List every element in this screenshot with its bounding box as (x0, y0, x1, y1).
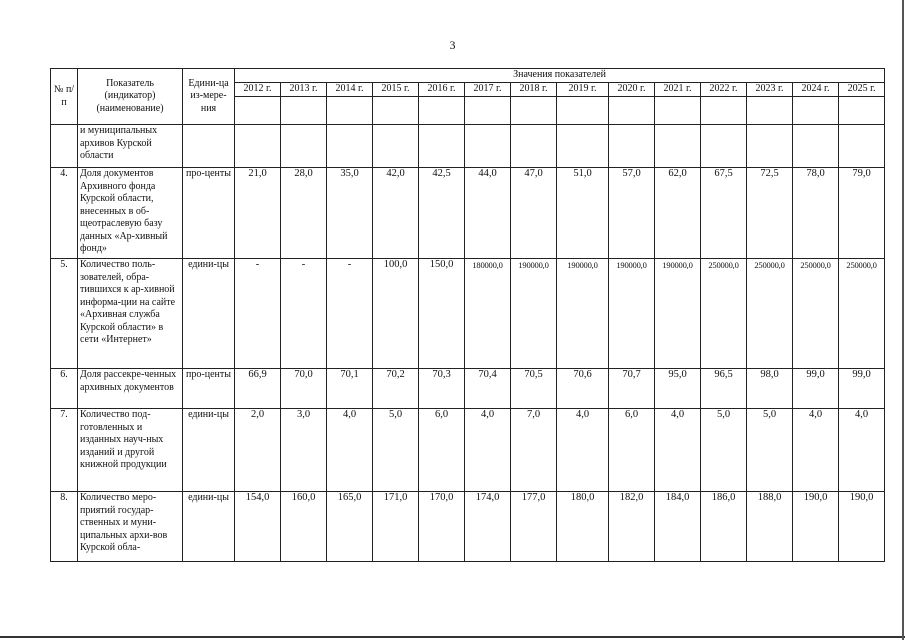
value-cell (281, 125, 327, 168)
value-cell: 99,0 (793, 369, 839, 409)
value-cell: 67,5 (701, 168, 747, 259)
value-cell: 51,0 (557, 168, 609, 259)
value-cell: 5,0 (701, 409, 747, 492)
value-cell: 160,0 (281, 492, 327, 562)
table-row (51, 369, 885, 409)
indicator-name: Количество под-готовленных и изданных науч-ных изданий и другой книжной продукции (78, 409, 183, 492)
value-cell: 42,0 (373, 168, 419, 259)
unit-cell: про-центы (183, 369, 235, 409)
indicator-name: Количество меро-приятий государ-ственных и муни-ципальных архи-вов Курской обла- (78, 492, 183, 562)
value-cell: 250000,0 (747, 259, 793, 369)
year-header: 2024 г. (793, 83, 839, 97)
value-cell (235, 125, 281, 168)
header-unit: Едини-ца из-мере-ния (183, 69, 235, 125)
value-cell: 180,0 (557, 492, 609, 562)
row-number: 7. (51, 409, 78, 492)
value-cell: 188,0 (747, 492, 793, 562)
value-cell: - (235, 259, 281, 369)
value-cell: 180000,0 (465, 259, 511, 369)
row-number: 5. (51, 259, 78, 369)
value-cell: 186,0 (701, 492, 747, 562)
value-cell: 2,0 (235, 409, 281, 492)
value-cell: 250000,0 (701, 259, 747, 369)
table-row (51, 492, 885, 562)
value-cell: 70,3 (419, 369, 465, 409)
row-number (51, 125, 78, 168)
value-cell: 70,5 (511, 369, 557, 409)
value-cell: 72,5 (747, 168, 793, 259)
header-values: Значения показателей (235, 69, 885, 83)
value-cell: 100,0 (373, 259, 419, 369)
value-cell: 182,0 (609, 492, 655, 562)
year-header: 2025 г. (839, 83, 885, 97)
value-cell: 5,0 (373, 409, 419, 492)
indicator-name: Количество поль-зователей, обра-тившихся к ар-хивной информа-ции на сайте «Архивная служба Курской области» в сети «Интернет» (78, 259, 183, 369)
value-cell: 42,5 (419, 168, 465, 259)
unit-cell: едини-цы (183, 409, 235, 492)
value-cell: 190,0 (793, 492, 839, 562)
row-number: 4. (51, 168, 78, 259)
value-cell: 174,0 (465, 492, 511, 562)
value-cell (701, 125, 747, 168)
value-cell: 190000,0 (655, 259, 701, 369)
value-cell: 4,0 (557, 409, 609, 492)
value-cell: 250000,0 (839, 259, 885, 369)
value-cell: 78,0 (793, 168, 839, 259)
value-cell: 6,0 (609, 409, 655, 492)
unit-cell: едини-цы (183, 259, 235, 369)
value-cell: 79,0 (839, 168, 885, 259)
indicators-table (50, 68, 885, 562)
indicator-name: Доля документов Архивного фонда Курской области, внесенных в об-щеотраслевую базу данных «Ар-хивный фонд» (78, 168, 183, 259)
table-row (51, 168, 885, 259)
unit-cell: едини-цы (183, 492, 235, 562)
year-header: 2020 г. (609, 83, 655, 97)
table-row (51, 125, 885, 168)
page-number: 3 (449, 38, 456, 52)
value-cell: 70,7 (609, 369, 655, 409)
value-cell (609, 125, 655, 168)
value-cell: 3,0 (281, 409, 327, 492)
value-cell: 6,0 (419, 409, 465, 492)
value-cell: 165,0 (327, 492, 373, 562)
year-header: 2017 г. (465, 83, 511, 97)
unit-cell (183, 125, 235, 168)
year-header: 2013 г. (281, 83, 327, 97)
year-header: 2023 г. (747, 83, 793, 97)
value-cell: 70,0 (281, 369, 327, 409)
value-cell (793, 125, 839, 168)
year-header: 2015 г. (373, 83, 419, 97)
value-cell: 4,0 (839, 409, 885, 492)
value-cell: 70,1 (327, 369, 373, 409)
value-cell (511, 125, 557, 168)
value-cell: 70,2 (373, 369, 419, 409)
value-cell: 170,0 (419, 492, 465, 562)
year-header: 2012 г. (235, 83, 281, 97)
header-indicator: Показатель (индикатор) (наименование) (78, 69, 183, 125)
value-cell: 44,0 (465, 168, 511, 259)
value-cell: 190000,0 (511, 259, 557, 369)
unit-cell: про-центы (183, 168, 235, 259)
value-cell: 184,0 (655, 492, 701, 562)
value-cell (465, 125, 511, 168)
table-row (51, 409, 885, 492)
year-header: 2014 г. (327, 83, 373, 97)
value-cell: 4,0 (327, 409, 373, 492)
indicator-name: и муниципальных архивов Курской области (78, 125, 183, 168)
value-cell: 99,0 (839, 369, 885, 409)
value-cell: 190000,0 (557, 259, 609, 369)
scan-bottom-edge (0, 636, 905, 638)
header-number: № п/п (51, 69, 78, 125)
value-cell: - (281, 259, 327, 369)
year-header: 2018 г. (511, 83, 557, 97)
year-header: 2021 г. (655, 83, 701, 97)
scan-right-edge (902, 0, 904, 640)
value-cell: 70,4 (465, 369, 511, 409)
value-cell: - (327, 259, 373, 369)
year-header: 2019 г. (557, 83, 609, 97)
value-cell: 7,0 (511, 409, 557, 492)
value-cell: 154,0 (235, 492, 281, 562)
value-cell: 98,0 (747, 369, 793, 409)
value-cell (557, 125, 609, 168)
value-cell: 4,0 (793, 409, 839, 492)
value-cell (655, 125, 701, 168)
value-cell: 95,0 (655, 369, 701, 409)
value-cell: 150,0 (419, 259, 465, 369)
value-cell (327, 125, 373, 168)
value-cell: 66,9 (235, 369, 281, 409)
value-cell (747, 125, 793, 168)
value-cell: 28,0 (281, 168, 327, 259)
value-cell: 96,5 (701, 369, 747, 409)
value-cell: 21,0 (235, 168, 281, 259)
row-number: 8. (51, 492, 78, 562)
value-cell: 4,0 (465, 409, 511, 492)
year-header: 2016 г. (419, 83, 465, 97)
value-cell: 47,0 (511, 168, 557, 259)
row-number: 6. (51, 369, 78, 409)
value-cell (839, 125, 885, 168)
value-cell (373, 125, 419, 168)
table-row (51, 259, 885, 369)
value-cell: 4,0 (655, 409, 701, 492)
value-cell: 190000,0 (609, 259, 655, 369)
value-cell (419, 125, 465, 168)
value-cell: 57,0 (609, 168, 655, 259)
value-cell: 5,0 (747, 409, 793, 492)
value-cell: 35,0 (327, 168, 373, 259)
value-cell: 62,0 (655, 168, 701, 259)
value-cell: 70,6 (557, 369, 609, 409)
value-cell: 250000,0 (793, 259, 839, 369)
indicator-name: Доля рассекре-ченных архивных документов (78, 369, 183, 409)
value-cell: 171,0 (373, 492, 419, 562)
year-header: 2022 г. (701, 83, 747, 97)
value-cell: 177,0 (511, 492, 557, 562)
value-cell: 190,0 (839, 492, 885, 562)
